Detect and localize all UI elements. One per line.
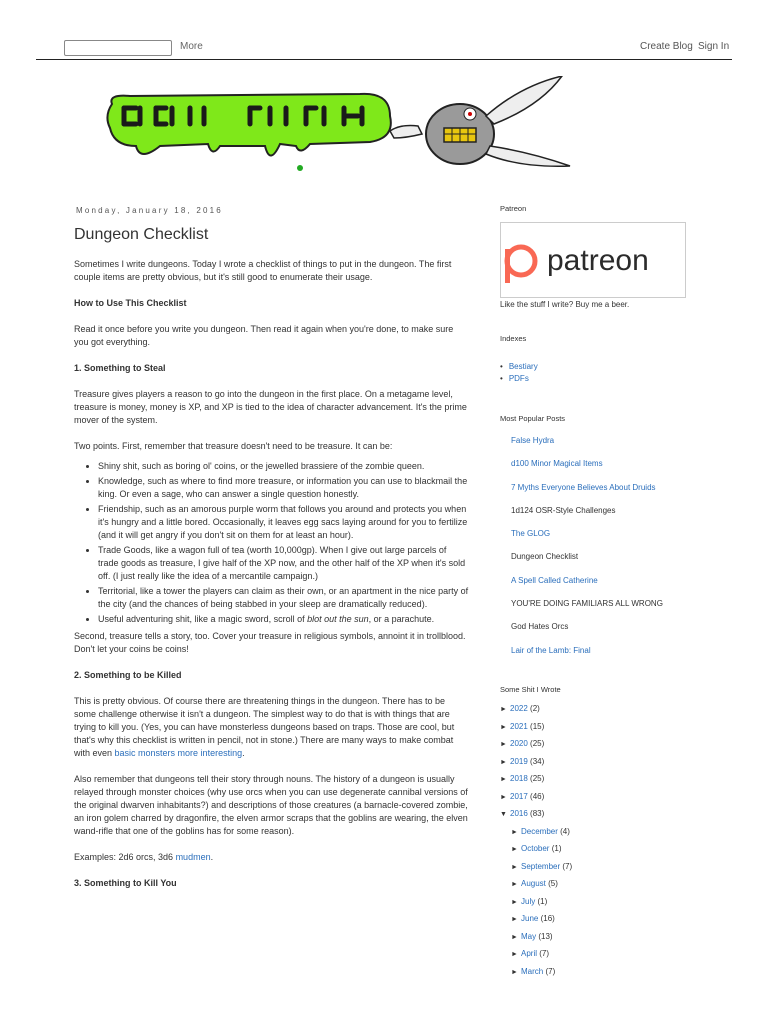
collapsed-triangle-icon[interactable]: ► — [500, 793, 507, 801]
section-heading-2: 2. Something to be Killed — [74, 670, 182, 680]
index-item-pdfs[interactable] — [500, 374, 538, 383]
collapsed-triangle-icon[interactable]: ► — [511, 916, 518, 923]
popular-posts-list — [511, 436, 663, 669]
popular-post-title[interactable]: Dungeon Checklist — [511, 552, 579, 562]
archive-month-item[interactable] — [500, 949, 572, 967]
archive-month-item[interactable] — [500, 914, 572, 932]
archive-month-item[interactable] — [500, 862, 572, 880]
post-paragraph: Read it once before you write you dungeon. Then read it again when you're done, to make sure you got everything. — [74, 324, 454, 347]
archive-heading: Some Shit I Wrote — [500, 685, 561, 694]
popular-post-title[interactable]: God Hates Orcs — [511, 622, 569, 632]
section-heading-howto: How to Use This Checklist — [74, 298, 187, 308]
archive-link[interactable]: 2022 — [510, 704, 528, 713]
collapsed-triangle-icon[interactable]: ► — [511, 828, 518, 836]
archive-list — [500, 704, 572, 984]
expanded-triangle-icon[interactable]: ▼ — [500, 811, 507, 818]
popular-post-item[interactable] — [511, 622, 663, 645]
list-item: • Trade Goods, like a wagon full of tea (worth 10,000gp). When I give out large parcels of trade goods as treasure, I give half of the XP now, and the other half of the XP when it's sold off. (I just really like the idea of a mercantile campaign.) — [98, 544, 469, 583]
archive-year-item[interactable] — [500, 739, 572, 757]
index-item-bestiary[interactable] — [500, 362, 538, 371]
archive-count: (1) — [537, 896, 548, 906]
archive-link[interactable]: 2017 — [510, 791, 528, 801]
archive-year-item[interactable] — [500, 722, 572, 740]
more-link[interactable]: More — [180, 41, 203, 52]
paragraph-text: This is pretty obvious. Of course there are threatening things in the dungeon. There has to be some challenge otherwise it isn't a dungeon. The simplest way to do that is with things that are trying to kill you. (Yes, you can have monsterless dungeons based on traps. Those are cool, but that's why this checklist is written in pencil, not in stone.) There are many ways to make combat with even — [74, 696, 455, 758]
archive-year-item[interactable] — [500, 809, 572, 827]
post-paragraph — [74, 695, 469, 760]
blogger-navbar — [0, 0, 768, 60]
popular-post-item[interactable] — [511, 599, 663, 622]
emphasis-text: blot out the sun — [307, 614, 369, 624]
popular-post-title[interactable]: Lair of the Lamb: Final — [511, 645, 591, 655]
popular-post-title[interactable]: 7 Myths Everyone Believes About Druids — [511, 482, 656, 492]
collapsed-triangle-icon[interactable]: ► — [511, 951, 518, 958]
archive-year-item[interactable] — [500, 792, 572, 810]
collapsed-triangle-icon[interactable]: ► — [511, 846, 518, 853]
patreon-heading: Patreon — [500, 204, 527, 213]
archive-link[interactable]: June — [521, 914, 539, 923]
archive-link[interactable]: July — [521, 896, 536, 906]
sidebar — [500, 204, 700, 976]
archive-count: (83) — [530, 809, 545, 818]
archive-link[interactable]: October — [521, 844, 550, 853]
archive-count: (34) — [530, 756, 545, 766]
archive-year-item[interactable] — [500, 774, 572, 792]
archive-link[interactable]: 2018 — [510, 774, 528, 783]
archive-count: (7) — [562, 861, 573, 871]
archive-link[interactable]: 2020 — [510, 739, 528, 748]
popular-post-item[interactable] — [511, 459, 663, 482]
post-title[interactable]: Dungeon Checklist — [74, 226, 209, 243]
index-link[interactable]: PDFs — [508, 374, 529, 383]
archive-count: (46) — [530, 791, 545, 801]
create-blog-link[interactable]: Create Blog — [640, 41, 693, 52]
archive-month-item[interactable] — [500, 932, 572, 950]
popular-post-title[interactable]: YOU'RE DOING FAMILIARS ALL WRONG — [511, 599, 663, 609]
popular-post-item[interactable] — [511, 646, 663, 669]
paragraph-text: Examples: 2d6 orcs, 3d6 — [74, 852, 176, 862]
post-date: Monday, January 18, 2016 — [76, 206, 223, 215]
post-paragraph: Second, treasure tells a story, too. Cover your treasure in religious symbols, annoint it in trollblood. Don't let your coins be coins! — [74, 631, 466, 654]
list-item: • Shiny shit, such as boring ol' coins, or the jewelled brassiere of the zombie queen. — [98, 460, 469, 473]
paragraph-text: . — [210, 852, 214, 862]
popular-posts-heading: Most Popular Posts — [500, 414, 566, 423]
popular-post-title[interactable]: 1d124 OSR-Style Challenges — [511, 505, 616, 515]
archive-link[interactable]: August — [521, 879, 546, 888]
list-item-text: Useful adventuring shit, like a magic sword, scroll of — [98, 614, 308, 624]
patreon-logo-text: patreon — [547, 244, 649, 277]
collapsed-triangle-icon[interactable]: ► — [511, 863, 518, 871]
list-item — [98, 613, 469, 626]
archive-link[interactable]: 2016 — [510, 809, 528, 818]
paragraph-text: . — [242, 748, 245, 758]
archive-count: (7) — [545, 966, 556, 976]
section-heading-1: 1. Something to Steal — [74, 363, 166, 373]
collapsed-triangle-icon[interactable]: ► — [511, 898, 518, 906]
archive-month-item[interactable] — [500, 967, 572, 985]
collapsed-triangle-icon[interactable]: ► — [500, 776, 507, 783]
index-link[interactable]: Bestiary — [508, 362, 538, 371]
archive-link[interactable]: March — [521, 966, 544, 976]
archive-month-item[interactable] — [500, 879, 572, 897]
post-body — [74, 258, 469, 903]
archive-month-item[interactable] — [500, 827, 572, 845]
post-intro: Sometimes I write dungeons. Today I wrote a checklist of things to put in the dungeon. The first couple items are pretty obvious, but it's still good to enumerate their usage. — [74, 259, 452, 282]
archive-link[interactable]: September — [521, 861, 561, 871]
collapsed-triangle-icon[interactable]: ► — [500, 741, 507, 748]
indexes-list — [500, 362, 538, 386]
collapsed-triangle-icon[interactable]: ► — [500, 706, 507, 713]
indexes-heading: Indexes — [500, 334, 527, 343]
popular-post-item[interactable] — [511, 436, 663, 459]
patreon-caption: Like the stuff I write? Buy me a beer. — [500, 300, 630, 309]
archive-link[interactable]: 2021 — [510, 721, 528, 731]
list-item: • Knowledge, such as where to find more treasure, or information you can use to blackmail the king. Or even a sage, who can answer a single question honestly. — [98, 475, 469, 501]
search-input[interactable] — [64, 40, 172, 56]
post-paragraph: Two points. First, remember that treasure doesn't need to be treasure. It can be: — [74, 441, 393, 451]
mudmen-link[interactable]: mudmen — [175, 852, 211, 862]
archive-month-item[interactable] — [500, 844, 572, 862]
popular-post-item[interactable] — [511, 529, 663, 552]
treasure-list — [74, 460, 469, 626]
popular-post-title[interactable]: d100 Minor Magical Items — [511, 459, 603, 469]
archive-link[interactable]: 2019 — [510, 756, 528, 766]
archive-link[interactable]: May — [521, 931, 537, 941]
sign-in-link[interactable]: Sign In — [698, 41, 730, 52]
popular-post-item[interactable] — [511, 552, 663, 575]
archive-count: (25) — [530, 774, 545, 783]
collapsed-triangle-icon[interactable]: ► — [511, 881, 518, 888]
archive-count: (15) — [530, 721, 545, 731]
archive-link[interactable]: December — [521, 826, 558, 836]
popular-post-title[interactable]: A Spell Called Catherine — [511, 575, 598, 585]
archive-year-item[interactable] — [500, 704, 572, 722]
archive-count: (4) — [560, 826, 570, 836]
collapsed-triangle-icon[interactable]: ► — [511, 933, 518, 941]
blog-header-logo[interactable] — [100, 76, 580, 176]
list-item: • Friendship, such as an amorous purple worm that follows you around and protects you when it's hungry and a little bored. Occasionally, it leaves egg sacs laying around for you to fertilize (and it will get angry if you don't sit on them for at least an hour). — [98, 503, 469, 542]
post-paragraph: Treasure gives players a reason to go into the dungeon in the first place. On a metagame level, treasure is money, money is XP, and XP is tied to the idea of character advancement. It's the prime mover of the system. — [74, 389, 467, 425]
post-paragraph — [74, 851, 469, 864]
archive-count: (25) — [530, 739, 545, 748]
navbar-divider — [36, 59, 732, 60]
archive-count: (13) — [538, 931, 553, 941]
archive-count: (7) — [539, 949, 550, 958]
popular-post-title[interactable]: The GLOG — [511, 529, 551, 539]
basic-monsters-link[interactable]: basic monsters more interesting — [114, 748, 243, 758]
popular-post-item[interactable] — [511, 483, 663, 506]
collapsed-triangle-icon[interactable]: ► — [500, 758, 507, 766]
list-item-text: , or a parachute. — [368, 614, 435, 624]
popular-post-title[interactable]: False Hydra — [511, 436, 555, 445]
goblin-punch-logo — [100, 76, 580, 176]
collapsed-triangle-icon[interactable]: ► — [511, 968, 518, 976]
archive-count: (5) — [548, 879, 558, 888]
collapsed-triangle-icon[interactable]: ► — [500, 723, 507, 731]
archive-month-item[interactable] — [500, 897, 572, 915]
section-heading-3: 3. Something to Kill You — [74, 878, 177, 888]
patreon-banner[interactable] — [500, 222, 686, 298]
list-item: • Territorial, like a tower the players can claim as their own, or an apartment in the nice party of the city (and the chances of being stabbed in your sleep are dramatically reduced). — [98, 585, 469, 611]
archive-count: (16) — [540, 914, 555, 923]
popular-post-item[interactable] — [511, 576, 663, 599]
patreon-logo-icon — [501, 223, 685, 297]
archive-link[interactable]: April — [521, 949, 538, 958]
popular-post-item[interactable] — [511, 506, 663, 529]
archive-count: (1) — [551, 844, 562, 853]
archive-count: (2) — [530, 704, 540, 713]
archive-year-item[interactable] — [500, 757, 572, 775]
post-paragraph: Also remember that dungeons tell their story through nouns. The history of a dungeon is usually relayed through monster choices (why use orcs when you can use degenerate cannibal versions of the original dwarven inhabitants?) and descriptions of those creatures (a barnacle-covered zombie, an iron golem charred by dragonfire, the elven armor scraps that the goblins are wearing, the elven wand-rifle that one of the goblins has for some reason). — [74, 774, 468, 836]
